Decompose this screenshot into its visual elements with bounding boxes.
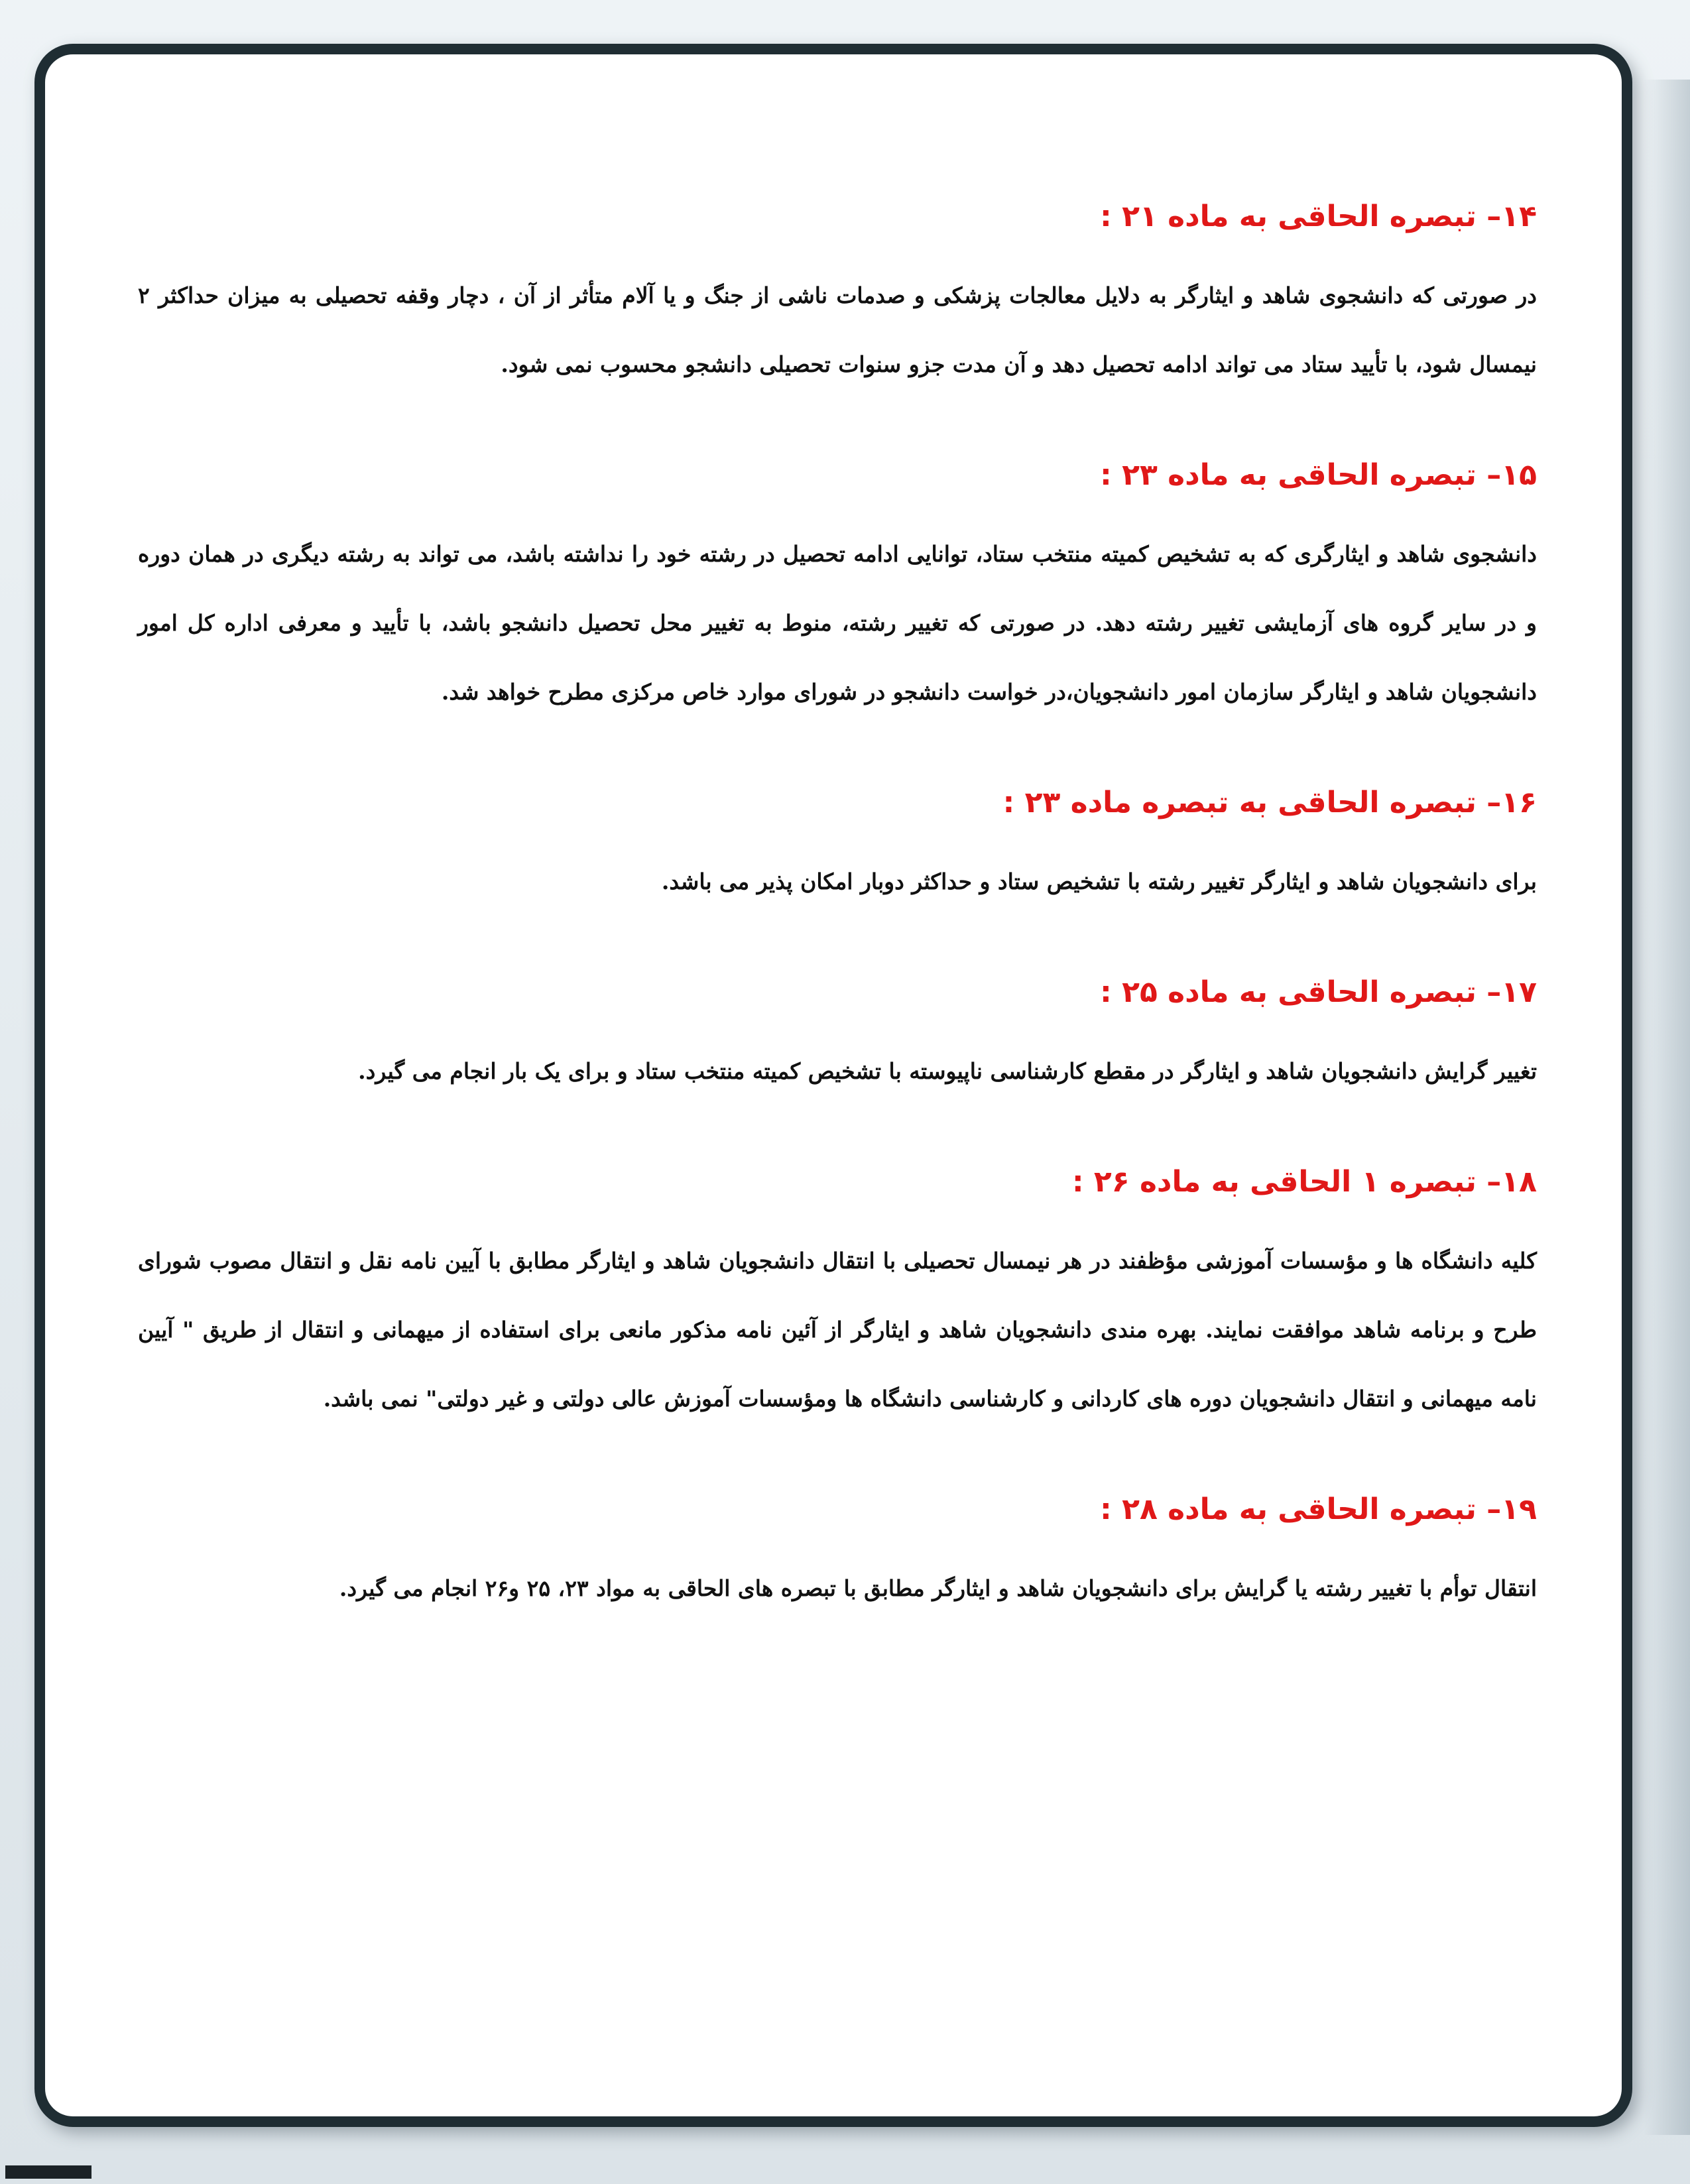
clause-body: دانشجوی شاهد و ایثارگری که به تشخیص کمیته منتخب ستاد، توانایی ادامه تحصیل در رشته خود را نداشته باشد، می تواند به رشته دیگری در همان دوره و در سایر گروه های آزمایشی تغییر رشته دهد. در صورتی که تغییر رشته، منوط به تغییر محل تحصیل دانشجو باشد، با تأیید و معرفی اداره کل امور دانشجویان شاهد و ایثارگر سازمان امور دانشجویان،در خواست دانشجو در شورای موارد خاص مرکزی مطرح خواهد شد.: [138, 541, 1537, 705]
clause-19: [138, 1480, 1537, 1623]
clause-heading: ۱۷– تبصره الحاقی به ماده ۲۵ :: [1100, 975, 1537, 1009]
clause-heading: ۱۵– تبصره الحاقی به ماده ۲۳ :: [1100, 458, 1537, 492]
document-content: [138, 187, 1537, 1669]
clause-heading: ۱۸– تبصره ۱ الحاقی به ماده ۲۶ :: [1071, 1165, 1537, 1199]
clause-body: در صورتی که دانشجوی شاهد و ایثارگر به دلایل معالجات پزشکی و صدمات ناشی از جنگ و یا آلام متأثر از آن ، دچار وقفه تحصیلی به میزان حداکثر ۲ نیمسال شود، با تأیید ستاد می تواند ادامه تحصیل دهد و آن مدت جزو سنوات تحصیلی دانشجو محسوب نمی شود.: [138, 282, 1537, 377]
clause-body: کلیه دانشگاه ها و مؤسسات آموزشی مؤظفند در هر نیمسال تحصیلی با انتقال دانشجویان شاهد و ایثارگر مطابق با آیین نامه نقل و انتقال مصوب شورای طرح و برنامه شاهد موافقت نمایند. بهره مندی دانشجویان شاهد و ایثارگر از آئین نامه مذکور مانعی برای استفاده از میهمانی و انتقال از طریق " آیین نامه میهمانی و انتقال دانشجویان دوره های کاردانی و کارشناسی دانشگاه ها ومؤسسات آموزش عالی دولتی و غیر دولتی" نمی باشد.: [138, 1248, 1537, 1412]
right-edge-shadow: [1644, 80, 1690, 2135]
clause-14: [138, 187, 1537, 399]
clause-body: انتقال توأم با تغییر رشته یا گرایش برای دانشجویان شاهد و ایثارگر مطابق با تبصره های الحاقی به مواد ۲۳، ۲۵ و۲۶ انجام می گیرد.: [339, 1575, 1537, 1601]
clause-heading: ۱۹– تبصره الحاقی به ماده ۲۸ :: [1100, 1492, 1537, 1526]
clause-heading: ۱۴– تبصره الحاقی به ماده ۲۱ :: [1100, 200, 1537, 233]
document-frame: [34, 44, 1632, 2127]
clause-17: [138, 963, 1537, 1106]
clause-15: [138, 446, 1537, 727]
watermark-logo: [5, 2165, 91, 2179]
clause-body: تغییر گرایش دانشجویان شاهد و ایثارگر در مقطع کارشناسی ناپیوسته با تشخیص کمیته منتخب ستاد و برای یک بار انجام می گیرد.: [358, 1058, 1537, 1084]
clause-heading: ۱۶– تبصره الحاقی به تبصره ماده ۲۳ :: [1002, 786, 1537, 819]
clause-body: برای دانشجویان شاهد و ایثارگر تغییر رشته با تشخیص ستاد و حداکثر دوبار امکان پذیر می باشد.: [661, 869, 1537, 894]
clause-18: [138, 1152, 1537, 1433]
clause-16: [138, 773, 1537, 916]
